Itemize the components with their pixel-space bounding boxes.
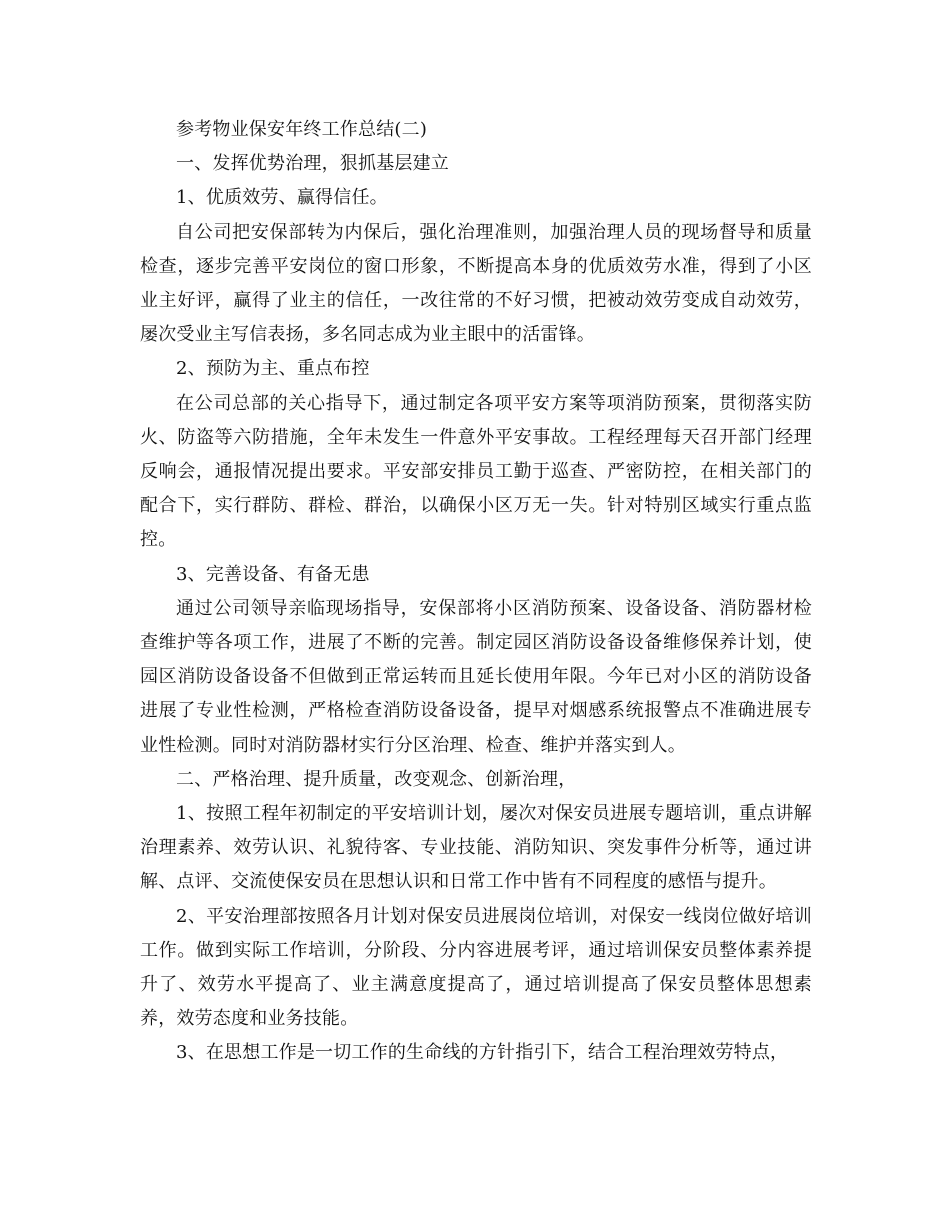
paragraph-3: 通过公司领导亲临现场指导，安保部将小区消防预案、设备设备、消防器材检查维护等各项工作，进展了不断的完善。制定园区消防设备设备维修保养计划，使园区消防设备设备不但做到正常运转而且延长使用年限。今年已对小区的消防设备进展了专业性检测，严格检查消防设备设备，提早对烟感系统报警点不准确进展专业性检测。同时对消防器材实行分区治理、检查、维护并落实到人。 (140, 597, 812, 756)
section-heading-2: 二、严格治理、提升质量，改变观念、创新治理， (176, 768, 577, 790)
paragraph-6: 3、在思想工作是一切工作的生命线的方针指引下，结合工程治理效劳特点， (176, 1042, 789, 1064)
document-body (140, 113, 812, 1071)
paragraph-1: 自公司把安保部转为内保后，强化治理准则，加强治理人员的现场督导和质量检查，逐步完善平安岗位的窗口形象，不断提高本身的优质效劳水准，得到了小区业主好评，赢得了业主的信任，一改往常的不好习惯，把被动效劳变成自动效劳，屡次受业主写信表扬，多名同志成为业主眼中的活雷锋。 (140, 221, 812, 346)
paragraph-5: 2、平安治理部按照各月计划对保安员进展岗位培训，对保安一线岗位做好培训工作。做到实际工作培训，分阶段、分内容进展考评，通过培训保安员整体素养提升了、效劳水平提高了、业主满意度提高了，通过培训提高了保安员整体思想素养，效劳态度和业务技能。 (140, 905, 812, 1030)
item-heading-3: 3、完善设备、有备无患 (176, 563, 370, 585)
item-heading-2: 2、预防为主、重点布控 (176, 358, 370, 380)
paragraph-2: 在公司总部的关心指导下，通过制定各项平安方案等项消防预案，贯彻落实防火、防盗等六防措施，全年未发生一件意外平安事故。工程经理每天召开部门经理反响会，通报情况提出要求。平安部安排员工勤于巡查、严密防控，在相关部门的配合下，实行群防、群检、群治，以确保小区万无一失。针对特别区域实行重点监控。 (140, 392, 812, 551)
paragraph-4: 1、按照工程年初制定的平安培训计划，屡次对保安员进展专题培训，重点讲解治理素养、效劳认识、礼貌待客、专业技能、消防知识、突发事件分析等，通过讲解、点评、交流使保安员在思想认识和日常工作中皆有不同程度的感悟与提升。 (140, 803, 812, 893)
document-title: 参考物业保安年终工作总结(二) (176, 119, 428, 140)
section-heading-1: 一、发挥优势治理，狠抓基层建立 (176, 153, 449, 175)
item-heading-1: 1、优质效劳、赢得信任。 (176, 187, 388, 209)
